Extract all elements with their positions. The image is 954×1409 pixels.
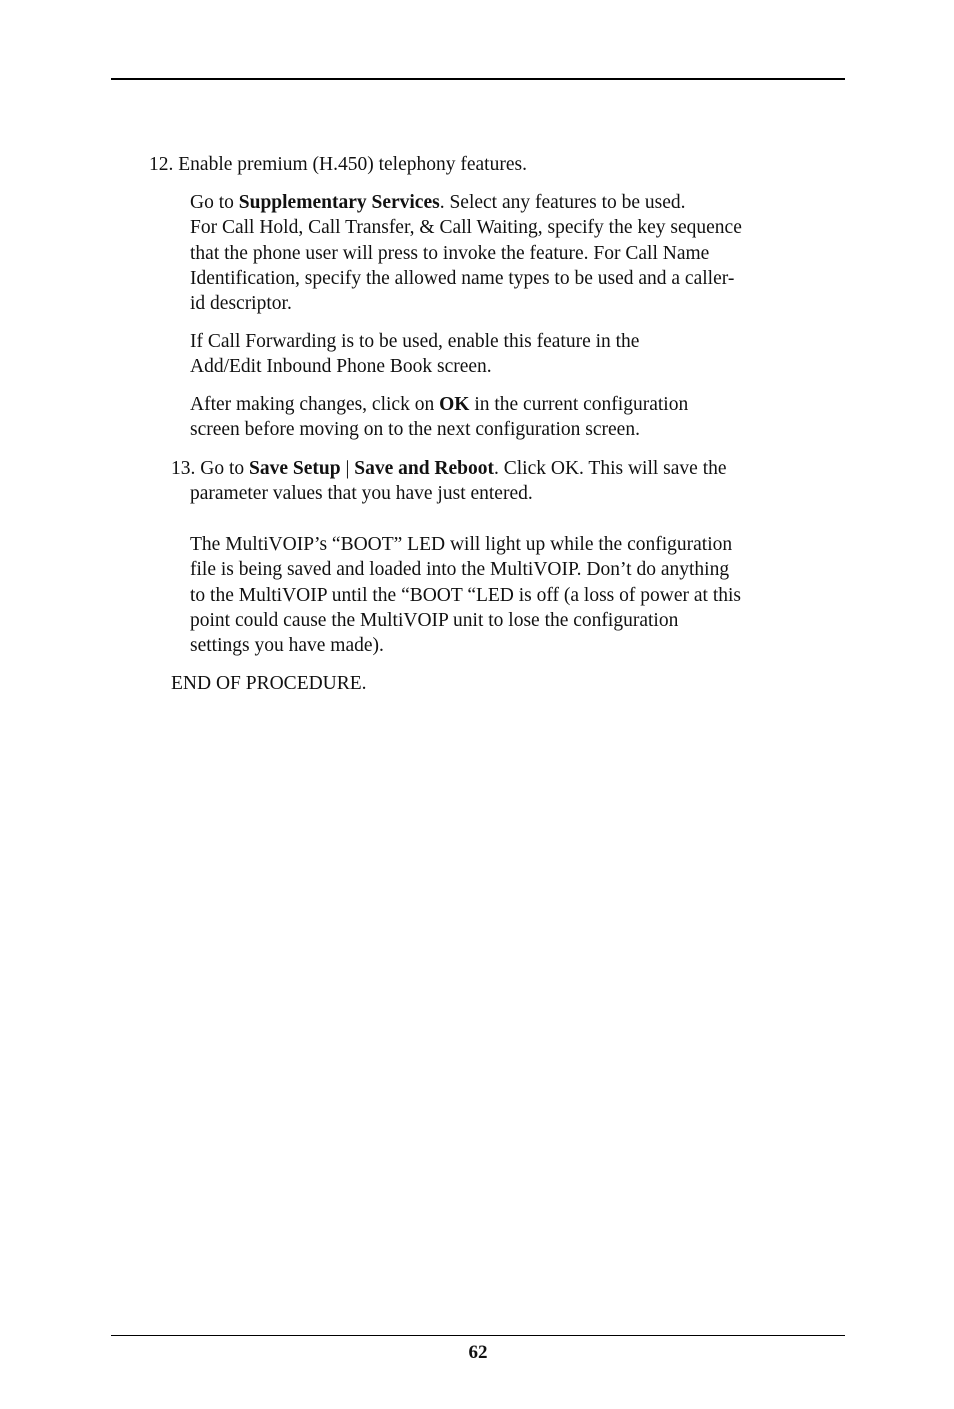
footer-rule xyxy=(111,1335,845,1336)
step-13-heading: 13. Go to Save Setup | Save and Reboot. Click OK. This will save the parameter values that you have just entered. xyxy=(171,458,727,505)
menu-save-and-reboot: Save and Reboot xyxy=(354,458,494,479)
step-12-paragraph-supplementary: Go to Supplementary Services. Select any features to be used. For Call Hold, Call Transfer, & Call Waiting, specify the key sequence that the phone user will press to invoke the feature. For Call Name Identification, specify the allowed name types to be used and a caller- id descriptor. xyxy=(190,192,742,315)
step-12-heading: 12. Enable premium (H.450) telephony features. xyxy=(149,154,527,175)
menu-save-setup: Save Setup xyxy=(249,458,341,479)
step-12-paragraph-call-forwarding: If Call Forwarding is to be used, enable this feature in the Add/Edit Inbound Phone Book screen. xyxy=(190,331,640,378)
step-12-paragraph-after-changes: After making changes, click on OK in the current configuration screen before moving on to the next configuration screen. xyxy=(190,394,689,441)
end-of-procedure: END OF PROCEDURE. xyxy=(171,673,367,694)
ok-keyword: OK xyxy=(439,394,470,415)
menu-supplementary-services: Supplementary Services xyxy=(238,192,440,213)
page-number: 62 xyxy=(468,1342,488,1363)
header-rule xyxy=(111,78,845,80)
step-13-paragraph-boot-led: The MultiVOIP’s “BOOT” LED will light up while the configuration file is being saved and loaded into the MultiVOIP. Don’t do anything to the MultiVOIP until the “BOOT “LED is off (a loss of power at this point could cause the MultiVOIP unit to lose the configuration settings you have made). xyxy=(190,534,741,657)
